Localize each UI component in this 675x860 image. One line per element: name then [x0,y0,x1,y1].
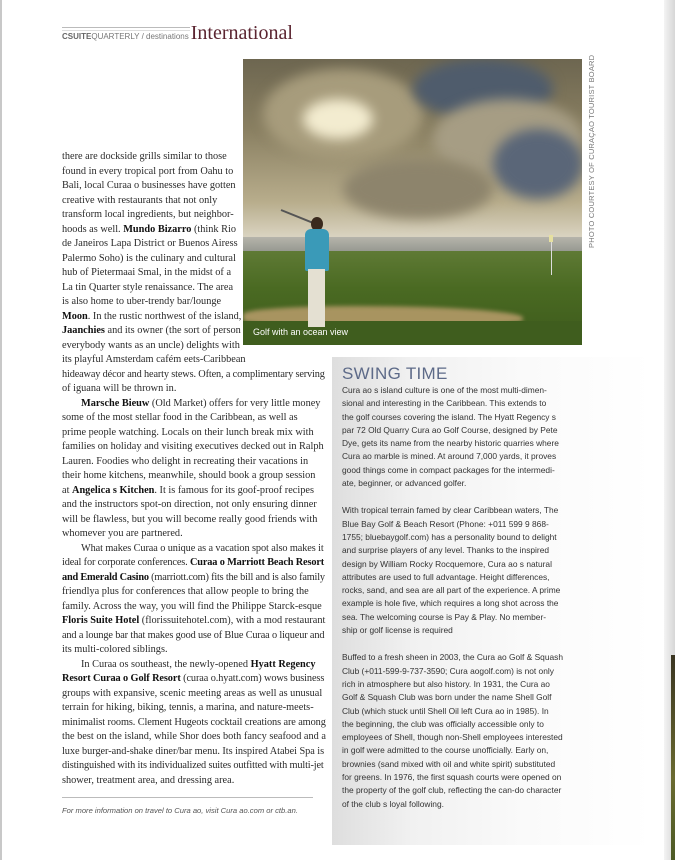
venue-name: Mundo Bizarro [123,223,192,235]
sidebar-swing-time [332,357,652,845]
footer-rule [62,797,313,798]
text-run: friendlya plus for conferences that allow people to bring the [62,586,309,597]
sidebar-line: Dye, gets its name from the nearby historic quarries where [342,438,559,449]
article-line [62,643,168,658]
article-line [62,165,233,180]
text-run: hoods as well. [62,223,124,235]
venue-name: Hyatt Regency [250,658,316,670]
sidebar-line: Golf & Squash Club was born under the name Shell Golf [342,692,552,703]
sidebar-line: rocks, sand, and sea are all part of the experience. A prime [342,585,561,596]
sidebar-title: SWING TIME [342,364,448,383]
sidebar-line: for greens. In 1976, the first squash courts were opened on [342,772,562,783]
section-title: International [190,22,293,44]
sidebar-line: employees of Shell, though non-Shell employees interested [342,732,563,743]
article-line [62,223,236,238]
article-line [62,266,231,281]
article-line [62,310,241,325]
text-run: there are dockside grills similar to those [62,151,227,162]
article-line [62,774,234,789]
text-run: (florissuitehotel.com), with a mod restaurant [139,615,326,626]
venue-name: Jaanchies [62,325,105,336]
text-run: their home kitchens, meanwhile, should book a group session [62,470,316,481]
text-run: In Curaa os southeast, the newly-opened [81,658,251,670]
venue-name: Resort Curaa o Golf Resort [62,673,181,684]
text-run: distinguished with its individualized suites outfitted with multi-jet [62,760,324,771]
article-line [62,368,325,383]
text-run: families on holiday and visiting executives decked out in Ralph [62,441,324,452]
text-run: family. Across the way, you will find the Philippe Starck-esque [62,600,322,612]
text-run: shower, treatment area, and dressing area. [62,774,235,786]
text-run: and a lounge bar that makes good use of Blue Curaa o liqueur and [62,629,325,641]
text-run: minimalist rooms. Clement Hugeots cocktail creations are among [62,716,326,728]
article-line [62,759,324,774]
sidebar-line: Cura ao s island culture is one of the most multi-dimen- [342,385,547,395]
article-line [62,440,324,455]
article-body [62,150,324,788]
article-line [62,339,240,354]
sidebar-line: sional and interesting in the Caribbean. This extends to [342,398,547,409]
venue-name: Moon [62,310,88,322]
brand-bold: CSUITE [62,32,92,41]
text-run: (Old Market) offers for very little money [149,397,321,409]
text-run: . It is famous for its goof-proof recipes [154,484,314,496]
article-line [62,687,322,702]
text-run: (marriott.com) fits the bill and is also family [148,571,325,583]
article-line [62,426,314,441]
article-line [62,498,317,513]
text-run: transform local ingredients, but neighbor- [62,209,234,220]
venue-name: Angelica s Kitchen [72,484,155,496]
article-line [62,585,309,600]
text-run: hub of Pietermaai Smal, in the midst of a [62,267,232,278]
sidebar-line: Club (which stuck until Shell Oil left Cura ao in 1985). In [342,705,549,716]
article-line [62,353,246,368]
text-run: (think Rio [191,223,236,235]
sidebar-line: brownies (sand mixed with oil and white spirit) substituted [342,758,556,769]
photo-caption: Golf with an ocean view [253,327,349,337]
article-line [62,745,324,760]
sidebar-body [342,384,563,811]
text-run: and its owner (the sort of person [104,325,241,336]
sidebar-line: Cura ao marble is mined. At around 7,000 yards, it proves [342,451,557,462]
sidebar-line: the golf courses covering the island. The Hyatt Regency s [342,411,556,422]
text-run: everybody wants as an uncle) delights with [62,339,240,351]
article-line [62,527,183,542]
sidebar-line: Club (+011-599-9-737-3590; Cura aogolf.com) is not only [342,665,554,676]
text-run: the best on the island, while Shor does both fancy seafood and a [62,731,326,742]
article-line [62,600,322,615]
footer-note: For more information on travel to Cura ao, visit Cura ao.com or ctb.an. [62,806,298,815]
sidebar-line: ship or golf license is required [342,625,453,636]
article-line [62,382,176,397]
publication-name [62,32,189,41]
text-run: Palermo Soho) is the culinary and cultural [62,252,236,264]
sidebar-line: example is hole five, which requires a long shot across the [342,598,559,609]
text-run: and the instructors spot-on direction, not only ensuring dinner [62,499,317,510]
article-line [62,397,320,412]
article-line [62,179,236,194]
sidebar-line: of the club s loyal following. [342,798,444,809]
article-line [62,194,217,209]
text-run: creative with restaurants that not only [62,194,218,206]
text-run: at [62,484,73,496]
photo-credit: PHOTO COURTESY OF CURAÇAO TOURIST BOARD [587,54,596,248]
sidebar-line: and surprise players of any level. Thanks to the inspired [342,545,550,556]
article-line [62,150,227,165]
venue-name: Floris Suite Hotel [62,615,140,626]
text-run: some of the most stellar food in the Caribbean, as well as [62,412,298,423]
sidebar-line: sea. The welcoming course is Pay & Play. No member- [342,611,547,622]
text-run: Lauren. Foodies who delight in recreating their vacations in [62,455,309,467]
page-edge-left [0,0,2,860]
brand-rest: QUARTERLY / destinations [91,32,189,41]
article-line [62,571,325,586]
text-run: is also home to uber-trendy bar/lounge [62,296,222,307]
article-line [62,208,234,223]
article-line [62,295,221,310]
flag-pin [551,237,552,275]
article-line [62,252,236,267]
article-line [62,629,324,644]
sidebar-line: Buffed to a fresh sheen in 2003, the Cura ao Golf & Squash [342,652,564,663]
sidebar-line: 1755; bluebaygolf.com) has a personality bound to delight [342,531,557,542]
article-line [62,411,298,426]
article-line [62,730,326,745]
article-line [62,542,324,557]
text-run: of iguana will be thrown in. [62,383,177,394]
sidebar-line: par 72 Old Quarry Cura ao Golf Course, designed by Pete [342,424,558,435]
sidebar-line: good things come in compact packages for the intermedi- [342,464,555,475]
sidebar-line: rich in atmosphere but also history. In 1931, the Cura ao [342,678,550,689]
text-run: ideal for corporate conferences. [62,557,190,568]
article-line [62,455,308,470]
sidebar-line: in golf were admitted to the course unofficially. Early on, [342,745,549,756]
article-line [62,556,324,571]
text-run: hideaway décor and hearty stews. Often, a complimentary serving [62,368,325,380]
article-line [62,237,238,252]
article-line [62,324,241,339]
sidebar-line: Blue Bay Golf & Beach Resort (Phone: +011 599 9 868- [342,518,549,529]
article-line [62,658,316,673]
text-run: de Janeiros Lapa District or Buenos Airess [62,238,238,249]
text-run: found in every tropical port from Oahu to [62,165,234,177]
text-run: (curaa o.hyatt.com) wows business [180,673,325,684]
article-line [62,716,326,731]
text-run: will be flawless, but you will become really good friends with [62,513,318,525]
text-run: groups with expansive, scenic meeting areas as well as unusual [62,687,323,699]
article-line [62,672,324,687]
adjacent-page-photo-edge [671,655,675,860]
sidebar-line: attributes are used to full advantage. Height differences, [342,571,550,582]
sidebar-line: design by William Rocky Rocquemore, Cura ao s natural [342,558,552,569]
text-run: prime people watching. Locals on their lunch break mix with [62,426,314,438]
text-run: . In the rustic northwest of the island, [87,310,242,322]
venue-name: Marsche Bieuw [81,397,150,409]
text-run: its playful Amsterdam cafém eets-Caribbean [62,354,246,365]
text-run: terrain for hiking, biking, tennis, a marina, and nature-meets- [62,702,314,713]
article-line [62,469,315,484]
venue-name: and Emerald Casino [62,571,149,583]
sidebar-line: the property of the golf club, reflecting the can-do character [342,785,562,796]
sidebar-line: ate, beginner, or advanced golfer. [342,478,467,489]
text-run: La tin Quarter style renaissance. The area [62,281,234,293]
article-line [62,281,233,296]
text-run: What makes Curaa o unique as a vacation spot also makes it [81,542,324,554]
sidebar-line: the beginning, the club was officially accessible only to [342,718,544,729]
article-line [62,701,314,716]
text-run: its multi-colored siblings. [62,644,168,655]
text-run: whomever you are partnered. [62,528,183,539]
running-header [62,22,293,45]
article-line [62,513,317,528]
text-run: Bali, local Curaa o businesses have gotten [62,180,236,191]
text-run: luxe burger-and-shake diner/bar menu. Its inspired Atabei Spa is [62,745,325,757]
article-line [62,484,314,499]
article-line [62,614,325,629]
sidebar-line: With tropical terrain famed by clear Caribbean waters, The [342,505,559,516]
venue-name: Curaa o Marriott Beach Resort [189,557,325,568]
